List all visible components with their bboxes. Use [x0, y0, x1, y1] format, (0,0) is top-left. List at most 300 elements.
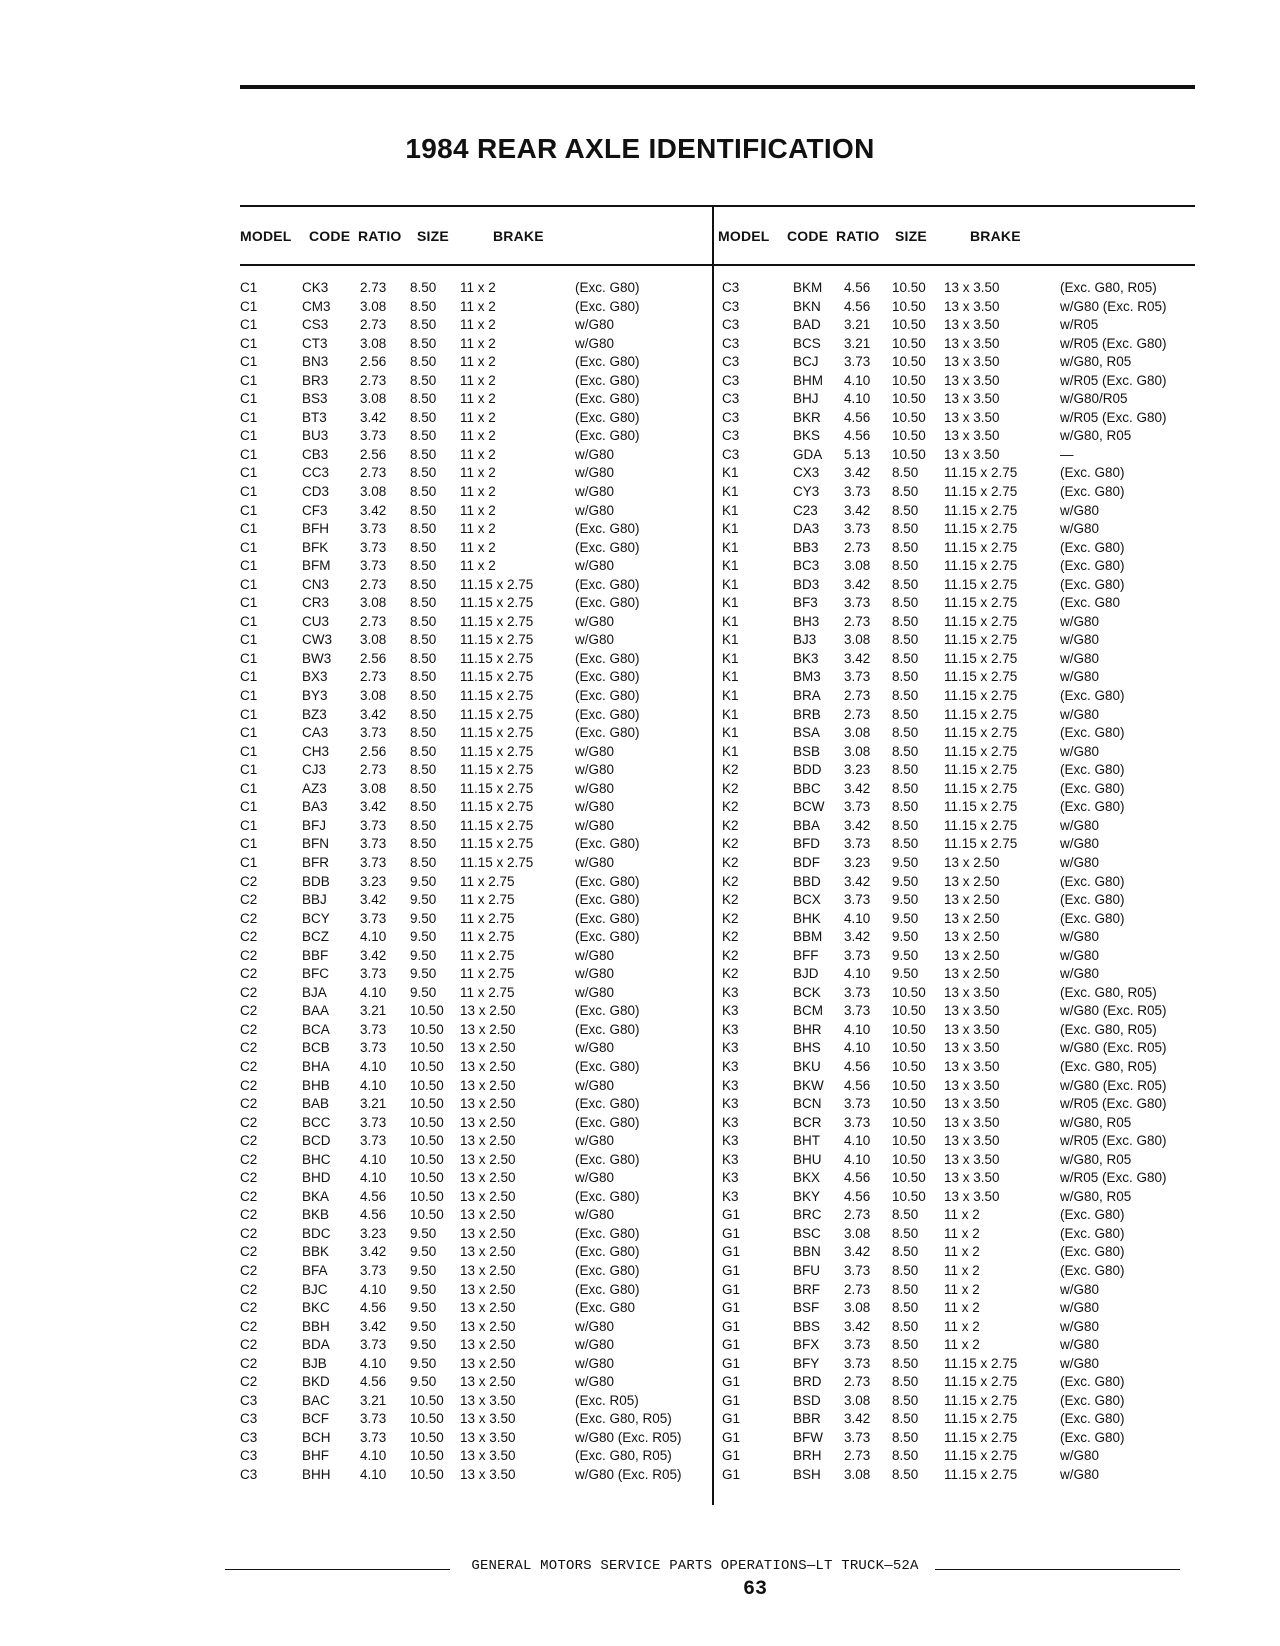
cell-note: w/G80 — [575, 1318, 615, 1334]
cell-note: w/G80 — [575, 465, 615, 481]
cell-brake: 13 x 2.50 — [460, 1244, 516, 1260]
cell-size: 8.50 — [892, 799, 919, 815]
cell-note: w/G80 (Exc. R05) — [575, 1429, 682, 1445]
cell-model: C3 — [240, 1392, 258, 1408]
cell-size: 8.50 — [410, 762, 437, 778]
cell-code: BZ3 — [302, 706, 327, 722]
cell-ratio: 3.42 — [360, 502, 387, 518]
cell-size: 8.50 — [410, 465, 437, 481]
cell-brake: 11.15 x 2.75 — [944, 725, 1018, 741]
cell-size: 8.50 — [892, 725, 919, 741]
cell-brake: 11.15 x 2.75 — [460, 650, 534, 666]
cell-model: C2 — [240, 1225, 258, 1241]
cell-size: 8.50 — [892, 576, 919, 592]
cell-model: K2 — [722, 799, 739, 815]
cell-ratio: 3.08 — [360, 335, 387, 351]
cell-model: C2 — [240, 1170, 258, 1186]
cell-model: C1 — [240, 780, 258, 796]
cell-ratio: 3.42 — [360, 1244, 387, 1260]
cell-size: 8.50 — [410, 391, 437, 407]
cell-size: 10.50 — [410, 1392, 444, 1408]
cell-brake: 13 x 3.50 — [944, 1058, 1000, 1074]
cell-model: C2 — [240, 1262, 258, 1278]
cell-size: 8.50 — [410, 799, 437, 815]
cell-brake: 13 x 2.50 — [460, 1281, 516, 1297]
cell-code: CH3 — [302, 743, 330, 759]
cell-code: CM3 — [302, 298, 331, 314]
cell-ratio: 3.21 — [360, 1392, 387, 1408]
cell-ratio: 3.08 — [844, 725, 871, 741]
cell-size: 8.50 — [892, 1225, 919, 1241]
cell-size: 9.50 — [892, 892, 919, 908]
cell-code: BHD — [302, 1170, 331, 1186]
cell-code: BT3 — [302, 409, 327, 425]
cell-code: BJ3 — [793, 632, 817, 648]
table-row — [0, 1132, 712, 1151]
cell-ratio: 2.73 — [844, 539, 871, 555]
cell-code: BA3 — [302, 799, 328, 815]
cell-note: (Exc. G80) — [1060, 780, 1125, 796]
cell-note: w/G80 — [575, 1374, 615, 1390]
cell-code: BDD — [793, 762, 822, 778]
cell-note: w/G80 — [575, 1337, 615, 1353]
table-row — [714, 891, 1280, 910]
header-model: MODEL — [718, 228, 770, 244]
cell-ratio: 3.73 — [844, 1096, 871, 1112]
cell-note: (Exc. G80) — [575, 1151, 640, 1167]
cell-ratio: 3.08 — [844, 558, 871, 574]
table-row — [714, 1039, 1280, 1058]
table-row — [714, 557, 1280, 576]
table-row — [0, 316, 712, 335]
cell-code: BN3 — [302, 354, 329, 370]
cell-model: C1 — [240, 706, 258, 722]
cell-note: w/G80 — [1060, 947, 1100, 963]
cell-model: K3 — [722, 1096, 739, 1112]
cell-brake: 11.15 x 2.75 — [944, 799, 1018, 815]
cell-ratio: 3.42 — [360, 409, 387, 425]
cell-ratio: 3.73 — [360, 1411, 387, 1427]
cell-note: w/G80 — [575, 1170, 615, 1186]
cell-brake: 11.15 x 2.75 — [944, 1355, 1018, 1371]
header-ratio: RATIO — [836, 228, 880, 244]
cell-size: 8.50 — [410, 854, 437, 870]
cell-brake: 11 x 2 — [460, 539, 496, 555]
cell-size: 8.50 — [410, 632, 437, 648]
cell-model: C2 — [240, 1021, 258, 1037]
cell-code: BDF — [793, 854, 820, 870]
table-row — [714, 928, 1280, 947]
cell-ratio: 4.10 — [844, 372, 871, 388]
cell-size: 8.50 — [410, 502, 437, 518]
table-row — [0, 1058, 712, 1077]
cell-ratio: 2.56 — [360, 650, 387, 666]
table-row — [0, 613, 712, 632]
cell-model: G1 — [722, 1429, 741, 1445]
cell-ratio: 4.10 — [360, 1355, 387, 1371]
table-row — [714, 594, 1280, 613]
cell-model: C2 — [240, 1374, 258, 1390]
cell-size: 9.50 — [892, 929, 919, 945]
table-row — [0, 668, 712, 687]
cell-size: 8.50 — [410, 372, 437, 388]
cell-ratio: 3.73 — [360, 836, 387, 852]
table-row — [0, 557, 712, 576]
cell-brake: 11 x 2 — [460, 428, 496, 444]
cell-model: C2 — [240, 1318, 258, 1334]
cell-note: (Exc. G80) — [1060, 762, 1125, 778]
cell-model: C1 — [240, 484, 258, 500]
cell-ratio: 3.73 — [360, 521, 387, 537]
top-rule — [240, 85, 1195, 89]
cell-code: BSB — [793, 743, 821, 759]
right-table — [714, 279, 1280, 1485]
cell-brake: 11 x 2 — [460, 391, 496, 407]
cell-model: K2 — [722, 762, 739, 778]
cell-ratio: 3.73 — [844, 1337, 871, 1353]
cell-model: K1 — [722, 558, 739, 574]
left-table — [0, 279, 712, 1485]
cell-brake: 13 x 2.50 — [944, 947, 1000, 963]
cell-code: BBR — [793, 1411, 821, 1427]
table-row — [0, 743, 712, 762]
cell-brake: 13 x 3.50 — [944, 1003, 1000, 1019]
cell-code: BBA — [793, 817, 821, 833]
cell-note: (Exc. G80) — [575, 910, 640, 926]
footer-text: GENERAL MOTORS SERVICE PARTS OPERATIONS—LT TRUCK—52A — [471, 1558, 919, 1574]
cell-size: 10.50 — [892, 354, 926, 370]
cell-note: w/G80 — [575, 799, 615, 815]
cell-note: w/G80 — [575, 947, 615, 963]
cell-code: BHC — [302, 1151, 331, 1167]
cell-model: C1 — [240, 613, 258, 629]
table-row — [714, 1447, 1280, 1466]
cell-size: 9.50 — [410, 947, 437, 963]
cell-brake: 11 x 2 — [460, 558, 496, 574]
cell-model: K3 — [722, 1077, 739, 1093]
table-row — [714, 631, 1280, 650]
cell-code: BFA — [302, 1262, 328, 1278]
cell-ratio: 4.10 — [360, 1170, 387, 1186]
cell-note: w/G80 — [1060, 929, 1100, 945]
cell-note: w/G80 — [575, 1355, 615, 1371]
cell-size: 8.50 — [892, 650, 919, 666]
cell-code: BCJ — [793, 354, 819, 370]
cell-code: BSC — [793, 1225, 821, 1241]
cell-ratio: 3.42 — [844, 650, 871, 666]
table-row — [0, 984, 712, 1003]
cell-size: 10.50 — [892, 280, 926, 295]
cell-size: 8.50 — [410, 780, 437, 796]
cell-code: BKC — [302, 1300, 330, 1316]
cell-size: 10.50 — [892, 1188, 926, 1204]
cell-brake: 13 x 3.50 — [944, 446, 1000, 462]
cell-size: 10.50 — [892, 1170, 926, 1186]
cell-model: C1 — [240, 632, 258, 648]
cell-ratio: 4.56 — [844, 280, 871, 295]
cell-ratio: 3.08 — [844, 1300, 871, 1316]
cell-brake: 11.15 x 2.75 — [944, 780, 1018, 796]
cell-ratio: 3.23 — [360, 873, 387, 889]
table-row — [0, 910, 712, 929]
cell-code: CD3 — [302, 484, 330, 500]
cell-note: w/G80 — [575, 762, 615, 778]
cell-brake: 11 x 2.75 — [460, 929, 515, 945]
cell-note: w/G80 — [575, 446, 615, 462]
cell-brake: 11.15 x 2.75 — [460, 743, 534, 759]
cell-model: C1 — [240, 372, 258, 388]
cell-ratio: 3.42 — [844, 502, 871, 518]
cell-model: C2 — [240, 1188, 258, 1204]
cell-code: CC3 — [302, 465, 330, 481]
cell-size: 10.50 — [892, 1040, 926, 1056]
cell-size: 10.50 — [410, 1170, 444, 1186]
table-row — [714, 835, 1280, 854]
cell-size: 9.50 — [410, 1337, 437, 1353]
cell-note: (Exc. G80) — [575, 409, 640, 425]
cell-model: K2 — [722, 947, 739, 963]
cell-size: 10.50 — [892, 1133, 926, 1149]
cell-brake: 11.15 x 2.75 — [944, 595, 1018, 611]
header-bottom-rule — [240, 264, 1195, 266]
table-row — [714, 1021, 1280, 1040]
cell-brake: 13 x 3.50 — [944, 1188, 1000, 1204]
cell-model: C1 — [240, 595, 258, 611]
cell-size: 8.50 — [410, 650, 437, 666]
table-row — [714, 427, 1280, 446]
table-row — [0, 1021, 712, 1040]
cell-ratio: 3.73 — [360, 910, 387, 926]
table-row — [0, 594, 712, 613]
cell-brake: 13 x 2.50 — [460, 1133, 516, 1149]
table-row — [0, 446, 712, 465]
cell-brake: 13 x 3.50 — [944, 1170, 1000, 1186]
cell-code: BBD — [793, 873, 821, 889]
cell-size: 8.50 — [892, 1300, 919, 1316]
header-model: MODEL — [240, 228, 292, 244]
cell-code: CK3 — [302, 280, 329, 295]
cell-brake: 11.15 x 2.75 — [944, 558, 1018, 574]
cell-note: (Exc. G80) — [1060, 1411, 1125, 1427]
table-row — [714, 743, 1280, 762]
cell-size: 8.50 — [892, 669, 919, 685]
cell-brake: 11.15 x 2.75 — [944, 521, 1018, 537]
cell-size: 8.50 — [892, 613, 919, 629]
cell-note: (Exc. G80) — [575, 372, 640, 388]
cell-ratio: 4.56 — [360, 1374, 387, 1390]
cell-model: C1 — [240, 558, 258, 574]
cell-brake: 13 x 2.50 — [460, 1225, 516, 1241]
cell-ratio: 3.73 — [360, 1429, 387, 1445]
cell-brake: 11 x 2 — [944, 1225, 980, 1241]
cell-note: (Exc. G80) — [575, 669, 640, 685]
cell-brake: 11.15 x 2.75 — [460, 669, 534, 685]
cell-note: w/G80 — [575, 1077, 615, 1093]
cell-brake: 13 x 2.50 — [460, 1262, 516, 1278]
cell-code: BKN — [793, 298, 821, 314]
cell-ratio: 4.10 — [360, 929, 387, 945]
cell-model: G1 — [722, 1281, 741, 1297]
cell-ratio: 3.21 — [360, 1096, 387, 1112]
cell-model: C3 — [722, 428, 740, 444]
cell-code: BHA — [302, 1058, 330, 1074]
cell-size: 9.50 — [410, 1262, 437, 1278]
cell-brake: 11.15 x 2.75 — [944, 1392, 1018, 1408]
cell-ratio: 4.10 — [844, 391, 871, 407]
cell-model: C1 — [240, 521, 258, 537]
cell-brake: 13 x 2.50 — [460, 1374, 516, 1390]
cell-brake: 11 x 2.75 — [460, 966, 515, 982]
cell-model: C1 — [240, 317, 258, 333]
table-row — [714, 1206, 1280, 1225]
table-row — [0, 1077, 712, 1096]
cell-note: (Exc. G80) — [1060, 1262, 1125, 1278]
cell-model: C2 — [240, 873, 258, 889]
cell-note: (Exc. G80) — [575, 298, 640, 314]
table-row — [0, 1262, 712, 1281]
cell-ratio: 2.73 — [360, 280, 387, 295]
cell-note: (Exc. G80) — [575, 1096, 640, 1112]
cell-code: BHJ — [793, 391, 819, 407]
cell-brake: 13 x 2.50 — [460, 1300, 516, 1316]
cell-code: BRD — [793, 1374, 822, 1390]
cell-size: 8.50 — [892, 465, 919, 481]
cell-ratio: 3.73 — [844, 1003, 871, 1019]
cell-model: K2 — [722, 817, 739, 833]
cell-ratio: 3.73 — [360, 428, 387, 444]
cell-brake: 13 x 3.50 — [460, 1448, 516, 1464]
cell-note: (Exc. G80) — [1060, 465, 1125, 481]
cell-note: (Exc. G80) — [1060, 799, 1125, 815]
cell-code: BX3 — [302, 669, 328, 685]
cell-code: BSH — [793, 1467, 821, 1482]
cell-size: 10.50 — [892, 446, 926, 462]
cell-model: K1 — [722, 576, 739, 592]
cell-code: BKD — [302, 1374, 330, 1390]
cell-ratio: 3.73 — [360, 539, 387, 555]
cell-code: BFU — [793, 1262, 820, 1278]
cell-ratio: 3.42 — [844, 1244, 871, 1260]
cell-size: 10.50 — [410, 1133, 444, 1149]
cell-note: (Exc. G80) — [1060, 725, 1125, 741]
cell-model: C1 — [240, 576, 258, 592]
cell-code: BHF — [302, 1448, 329, 1464]
cell-size: 8.50 — [892, 780, 919, 796]
cell-size: 8.50 — [410, 298, 437, 314]
cell-ratio: 3.42 — [844, 780, 871, 796]
cell-note: w/R05 (Exc. G80) — [1060, 1170, 1167, 1186]
cell-brake: 13 x 3.50 — [460, 1392, 516, 1408]
cell-model: C2 — [240, 910, 258, 926]
cell-brake: 13 x 3.50 — [944, 280, 1000, 295]
cell-note: w/G80 — [1060, 1318, 1100, 1334]
cell-note: (Exc. G80) — [575, 650, 640, 666]
cell-ratio: 4.56 — [844, 428, 871, 444]
cell-note: w/G80 (Exc. R05) — [1060, 1040, 1167, 1056]
cell-brake: 11 x 2.75 — [460, 984, 515, 1000]
cell-note: w/G80 — [575, 335, 615, 351]
cell-note: (Exc. G80) — [575, 1188, 640, 1204]
cell-model: C2 — [240, 1096, 258, 1112]
cell-note: w/R05 (Exc. G80) — [1060, 335, 1167, 351]
cell-ratio: 3.08 — [844, 1392, 871, 1408]
cell-model: K1 — [722, 669, 739, 685]
cell-code: BCM — [793, 1003, 823, 1019]
cell-ratio: 4.10 — [360, 1467, 387, 1482]
cell-note: (Exc. G80) — [575, 391, 640, 407]
table-row — [0, 1355, 712, 1374]
cell-size: 8.50 — [892, 1355, 919, 1371]
cell-model: K3 — [722, 984, 739, 1000]
cell-model: C2 — [240, 1355, 258, 1371]
cell-brake: 13 x 2.50 — [944, 966, 1000, 982]
cell-model: C1 — [240, 465, 258, 481]
cell-code: BBS — [793, 1318, 821, 1334]
cell-code: BAD — [793, 317, 821, 333]
cell-model: C3 — [240, 1467, 258, 1482]
cell-ratio: 3.73 — [844, 1262, 871, 1278]
table-row — [714, 1225, 1280, 1244]
table-row — [0, 576, 712, 595]
cell-ratio: 4.10 — [360, 984, 387, 1000]
cell-size: 10.50 — [410, 1114, 444, 1130]
cell-note: (Exc. G80) — [575, 929, 640, 945]
cell-size: 9.50 — [892, 910, 919, 926]
cell-code: BY3 — [302, 688, 328, 704]
cell-ratio: 3.73 — [360, 725, 387, 741]
cell-note: w/G80 — [1060, 743, 1100, 759]
cell-model: C2 — [240, 1281, 258, 1297]
cell-brake: 13 x 3.50 — [460, 1429, 516, 1445]
cell-size: 8.50 — [892, 1207, 919, 1223]
cell-ratio: 2.73 — [844, 1374, 871, 1390]
cell-brake: 13 x 3.50 — [944, 1151, 1000, 1167]
cell-code: CY3 — [793, 484, 820, 500]
cell-size: 10.50 — [410, 1003, 444, 1019]
cell-code: BKA — [302, 1188, 330, 1204]
cell-code: BKM — [793, 280, 823, 295]
table-row — [0, 1039, 712, 1058]
cell-note: (Exc. G80) — [1060, 1392, 1125, 1408]
cell-brake: 13 x 2.50 — [460, 1188, 516, 1204]
cell-model: K1 — [722, 725, 739, 741]
cell-brake: 11 x 2 — [944, 1337, 980, 1353]
cell-note: (Exc. G80 — [575, 1300, 636, 1316]
table-row — [714, 502, 1280, 521]
cell-brake: 13 x 2.50 — [944, 929, 1000, 945]
cell-code: BSD — [793, 1392, 821, 1408]
cell-code: BCS — [793, 335, 821, 351]
cell-model: G1 — [722, 1374, 741, 1390]
cell-size: 9.50 — [410, 929, 437, 945]
cell-ratio: 3.08 — [360, 780, 387, 796]
table-row — [0, 409, 712, 428]
cell-brake: 11 x 2 — [460, 465, 496, 481]
table-row — [0, 1392, 712, 1411]
cell-code: CT3 — [302, 335, 328, 351]
cell-note: (Exc. G80) — [575, 280, 640, 295]
cell-code: BBH — [302, 1318, 330, 1334]
table-row — [714, 316, 1280, 335]
footer-rule-left — [225, 1569, 450, 1570]
cell-size: 10.50 — [892, 1114, 926, 1130]
cell-brake: 11 x 2.75 — [460, 947, 515, 963]
table-row — [714, 1188, 1280, 1207]
cell-model: C2 — [240, 929, 258, 945]
cell-note: (Exc. G80) — [575, 595, 640, 611]
cell-model: G1 — [722, 1392, 741, 1408]
cell-size: 8.50 — [892, 1392, 919, 1408]
